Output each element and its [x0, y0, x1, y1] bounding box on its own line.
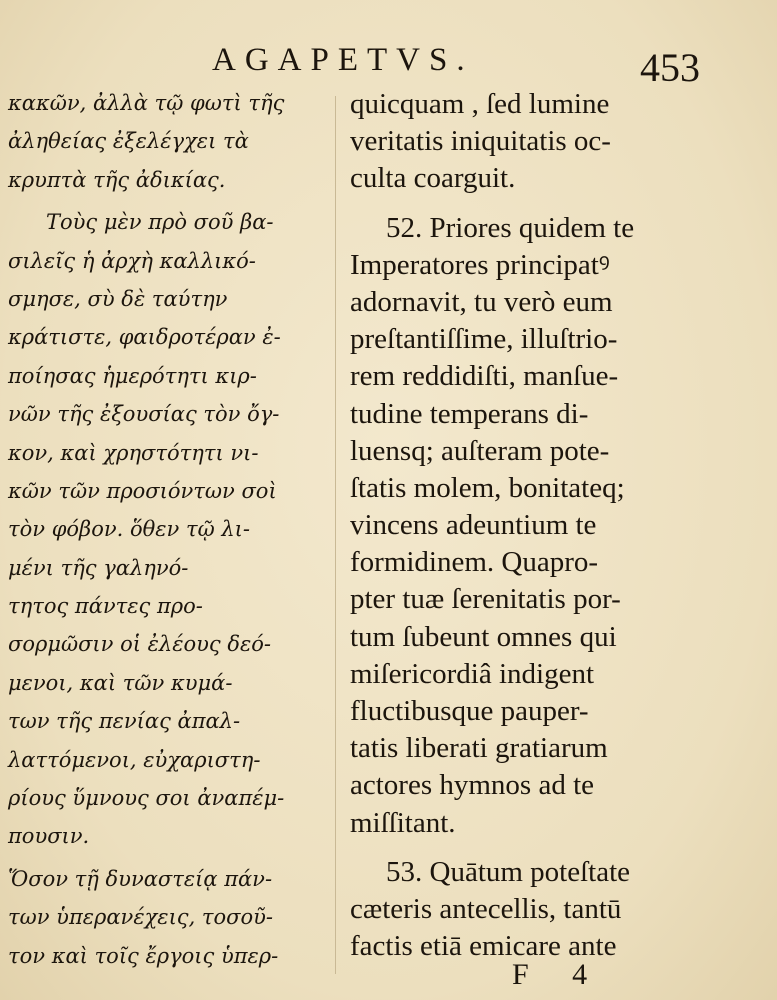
greek-paragraph-2 [8, 203, 326, 856]
latin-line: 53. Quātum poteſtate [386, 855, 631, 888]
greek-line: κράτιστε, φαιδροτέραν ἐ- [8, 325, 281, 350]
greek-line: λαττόμενοι, εὐχαριστη- [8, 747, 261, 772]
greek-line: σιλεῖς ἡ ἀρχὴ καλλικό- [8, 248, 256, 273]
latin-line: Imperatores principatꝰ [350, 248, 610, 281]
greek-line: μένι τῆς γαληνό- [8, 555, 189, 580]
latin-line: formidinem. Quapro- [350, 546, 599, 579]
latin-paragraph-3 [350, 854, 720, 966]
greek-line: σμησε, σὺ δὲ ταύτην [8, 286, 228, 311]
greek-line: πουσιν. [8, 824, 90, 849]
greek-line: μενοι, καὶ τῶν κυμά- [8, 670, 233, 695]
greek-line: κον, καὶ χρηστότητι νι- [8, 440, 259, 465]
greek-line: των τῆς πενίας ἀπαλ- [8, 709, 241, 734]
latin-line: adornavit, tu verò eum [350, 285, 613, 318]
greek-line: νῶν τῆς ἐξουσίας τὸν ὄγ- [8, 402, 280, 427]
latin-line: factis etiā emicare ante [350, 930, 617, 963]
greek-line: ποίησας ἡμερότητι κιρ- [8, 363, 257, 388]
latin-paragraph-2 [350, 210, 720, 842]
latin-line: quicquam , ſed lumine [350, 88, 610, 120]
latin-line: miſſitant. [350, 806, 456, 839]
greek-line: τὸν φόβον. ὅθεν τῷ λι- [8, 517, 251, 542]
latin-line: veritatis iniquitatis oc- [350, 125, 611, 158]
latin-line: 52. Priores quidem te [386, 211, 635, 244]
latin-line: rem reddidiſti, manſue- [350, 360, 619, 393]
signature-mark: F 4 [512, 958, 606, 991]
greek-line: τον καὶ τοῖς ἔργοις ὑπερ- [8, 943, 279, 968]
page-number: 453 [640, 45, 700, 90]
greek-paragraph-3 [8, 860, 326, 975]
greek-line: ρίους ὕμνους σοι ἀναπέμ- [8, 786, 285, 811]
latin-line: pter tuæ ſerenitatis por- [350, 583, 621, 616]
greek-column [8, 84, 326, 975]
latin-line: tatis liberati gratiarum [350, 732, 608, 765]
column-divider [335, 96, 336, 974]
greek-line: Ὅσον τῇ δυναστείᾳ πάν- [8, 866, 273, 891]
latin-paragraph-1 [350, 86, 720, 198]
latin-line: vincens adeuntium te [350, 509, 597, 542]
latin-line: preſtantiſſime, illuſtrio- [350, 323, 618, 356]
greek-line: τητος πάντες προ- [8, 594, 203, 619]
latin-line: culta coarguit. [350, 162, 516, 195]
latin-line: tudine temperans di- [350, 397, 589, 430]
latin-column [350, 86, 720, 965]
latin-line: cæteris antecellis, tantū [350, 892, 622, 925]
latin-line: ſtatis molem, bonitateq; [350, 471, 625, 504]
greek-line: Τοὺς μὲν πρὸ σοῦ βα- [46, 210, 274, 235]
latin-line: luensq; auſteram pote- [350, 434, 610, 467]
latin-line: tum ſubeunt omnes qui [350, 620, 617, 653]
greek-line: κρυπτὰ τῆς ἀδικίας. [8, 167, 226, 192]
greek-line: των ὑπερανέχεις, τοσοῦ- [8, 905, 274, 930]
greek-line: κῶν τῶν προσιόντων σοὶ [8, 478, 277, 503]
running-title: AGAPETVS. [212, 42, 474, 78]
greek-line: ἀληθείας ἐξελέγχει τὰ [8, 129, 249, 154]
latin-line: miſericordiâ indigent [350, 657, 595, 690]
latin-line: fluctibusque pauper- [350, 695, 589, 727]
latin-line: actores hymnos ad te [350, 769, 595, 802]
greek-paragraph-1 [8, 84, 326, 199]
greek-line: σορμῶσιν οἱ ἐλέους δεό- [8, 632, 272, 657]
greek-line: κακῶν, ἀλλὰ τῷ φωτὶ τῆς [8, 91, 285, 115]
